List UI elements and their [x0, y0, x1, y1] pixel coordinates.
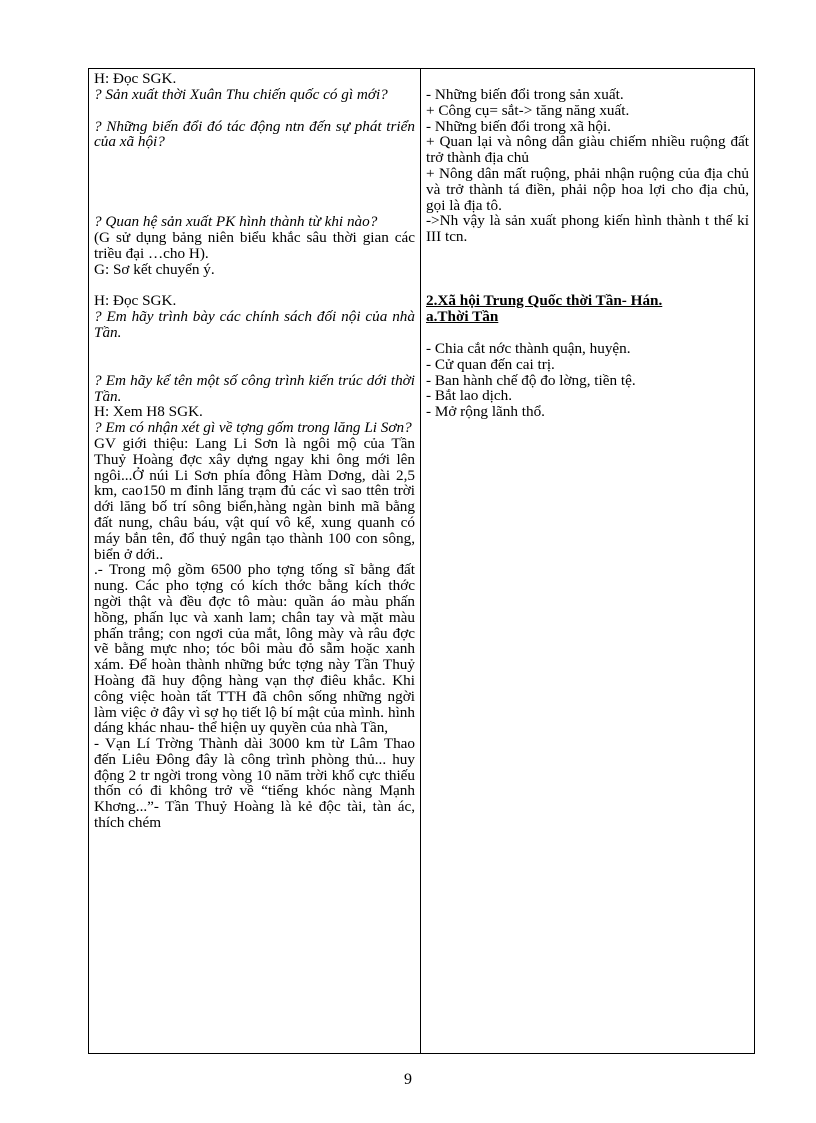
text-line: + Nông dân mất ruộng, phải nhận ruộng của địa chủ và trở thành tá điền, phải nộp hoa lợi cho địa chủ, gọi là địa tô. [426, 164, 749, 214]
section-heading: 2.Xã hội Trung Quốc thời Tần- Hán. [426, 291, 663, 309]
question-architecture: ? Em hãy kể tên một số công trình kiến trúc dới thời Tần. [94, 371, 415, 405]
text-line: - Những biến đổi trong sản xuất. [426, 86, 624, 103]
list-item: - Ban hành chế độ đo lờng, tiền tệ. [426, 371, 636, 389]
teacher-transition: G: Sơ kết chuyển ý. [94, 260, 215, 278]
question-terracotta: ? Em có nhận xét gì về tợng gốm trong lăng Li Sơn? [94, 419, 412, 437]
teacher-note-chronology: (G sử dụng bảng niên biểu khắc sâu thời gian các triều đại …cho H). [94, 228, 415, 262]
content-column [421, 69, 754, 1053]
content-table [88, 68, 755, 1054]
terracotta-description: .- Trong mộ gồm 6500 pho tợng tống sĩ bằng đất nung. Các pho tợng có kích thớc bằng kích thớc ngời thật và đều đợc tô màu: quần áo màu phấn hồng, phấn lục và xanh lam; chân tay và mặt màu phấn trắng; con ngơi của mắt, lông mày và râu đợc vẽ bằng mực nho; tóc bôi màu đỏ sẫm hoặc xanh xám. Để hoàn thành những bức tợng này Tần Thuỷ Hoàng đã huy động hàng vạn thợ điêu khắc. Khi công việc hoàn tất TTH đã chôn sống những ngời làm việc ở đây vì sợ họ tiết lộ bí mật của mình. hình dáng khác nhau- thể hiện uy quyền của nhà Tần, [94, 561, 415, 737]
question-domestic-policy: ? Em hãy trình bày các chính sách đối nội của nhà Tần. [94, 308, 415, 341]
text-line: H: Đọc SGK. [94, 292, 177, 310]
question-social-impact: ? Những biến đổi đó tác động ntn đến sự phát triển của xã hội? [94, 117, 415, 151]
page-number: 9 [404, 1071, 412, 1088]
text-line: + Công cụ= sắt-> tăng năng xuất. [426, 101, 630, 119]
question-production: ? Sản xuất thời Xuân Thu chiến quốc có gì mới? [94, 85, 388, 103]
teacher-intro-mausoleum: GV giới thiệu: Lang Li Sơn là ngôi mộ của Tần Thuỷ Hoàng đợc xây dựng ngay khi ông mới lên ngôi...Ở núi Li Sơn phía đông Hàm Dơng, dài 2,5 km, cao150 m đỉnh lăng trạm đủ các vì sao ttên trời dới lăng bố trí sông biển,hàng ngàn binh mã bằng đất nung, châu báu, vật quí vô kể, xung quanh có máy bắn tên, đổ thuỷ ngân tạo thành 100 con sông, biển ở dới.. [94, 434, 415, 563]
list-item: - Bắt lao dịch. [426, 387, 513, 405]
list-item: - Cử quan đến cai trị. [426, 355, 555, 373]
list-item: - Chia cắt nớc thành quận, huyện. [426, 339, 631, 357]
text-line: H: Đọc SGK. [94, 70, 177, 87]
great-wall-description: - Vạn Lí Trờng Thành dài 3000 km từ Lâm Thao đến Liêu Đông đây là công trình phòng thủ... huy động 2 tr ngời trong vòng 10 năm trời khổ cực thiếu thốn có đi không trở về “tiếng khóc nàng Mạnh Khơng...”- Tần Thuỷ Hoàng là kẻ độc tài, tàn ác, thích chém [94, 735, 415, 832]
text-line: ->Nh vậy là sản xuất phong kiến hình thành t thế kỉ III tcn. [426, 212, 749, 246]
text-line: - Những biến đổi trong xã hội. [426, 117, 611, 135]
teacher-student-activity-column [89, 69, 421, 1053]
text-line: H: Xem H8 SGK. [94, 403, 203, 421]
list-item: - Mở rộng lãnh thổ. [426, 403, 545, 421]
subsection-heading: a.Thời Tần [426, 307, 499, 325]
question-feudal-relations: ? Quan hệ sản xuất PK hình thành từ khi nào? [94, 213, 378, 231]
text-line: + Quan lại và nông dân giàu chiếm nhiều ruộng đất trở thành địa chủ [426, 133, 749, 167]
